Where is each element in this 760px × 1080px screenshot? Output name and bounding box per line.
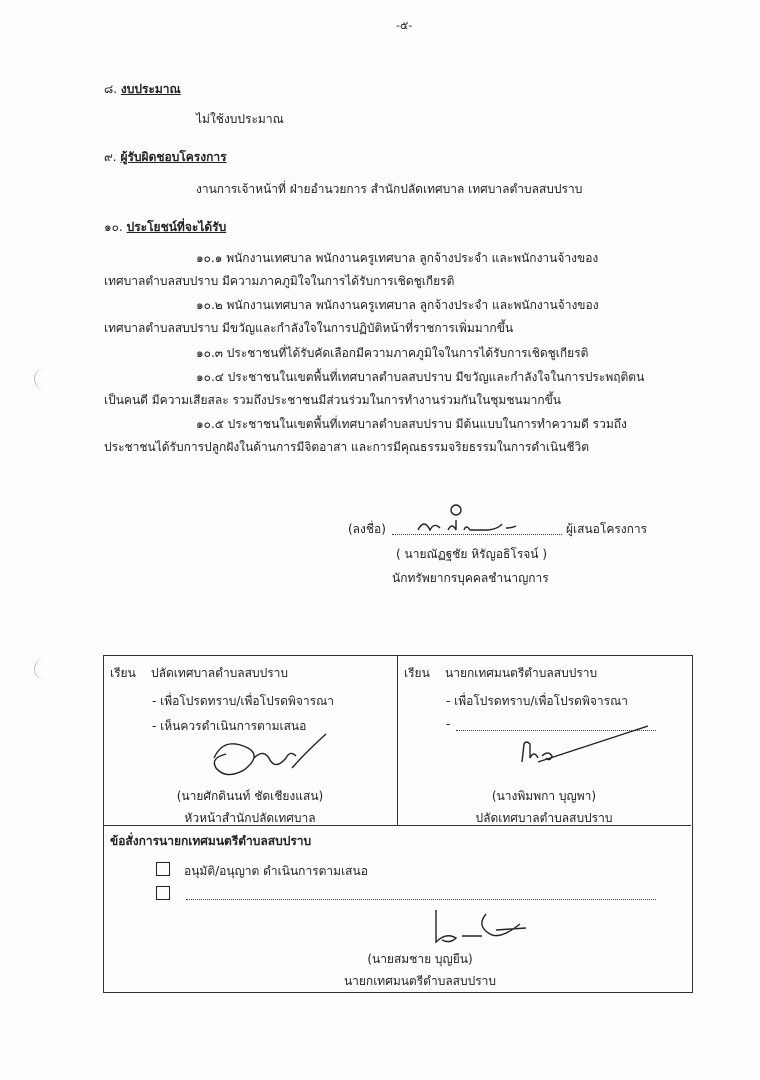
section-title: ประโยชน์ที่จะได้รับ bbox=[126, 220, 227, 234]
left-box-position: หัวหน้าสำนักปลัดเทศบาล bbox=[184, 811, 316, 825]
punch-hole-mark bbox=[34, 368, 49, 390]
left-box-name: (นายศักดินนท์ ชัดเชียงแสน) bbox=[176, 789, 324, 803]
benefit-line: เป็นคนดี มีความเสียสละ รวมถึงประชาชนมีส่วนร่วมในการทำงานร่วมกันในชุมชนมากขึ้น bbox=[104, 393, 562, 407]
recipient: นายกเทศมนตรีตำบลสบปราบ bbox=[445, 666, 598, 680]
proposer-name: ( นายณัฏฐชัย หิรัญอธิโรจน์ ) bbox=[396, 547, 548, 561]
benefit-line: ๑๐.๓ ประชาชนที่ได้รับคัดเลือกมีความภาคภูมิใจในการได้รับการเชิดชูเกียรติ bbox=[196, 346, 589, 360]
recipient: ปลัดเทศบาลตำบลสบปราบ bbox=[151, 666, 289, 680]
benefit-line: ๑๐.๒ พนักงานเทศบาล พนักงานครูเทศบาล ลูกจ้างประจำ และพนักงานจ้างของ bbox=[196, 298, 599, 312]
section-8-body: ไม่ใช้งบประมาณ bbox=[196, 112, 284, 126]
mayor-signature bbox=[426, 904, 556, 950]
left-box-recipient bbox=[110, 664, 288, 683]
section-8-heading bbox=[104, 80, 181, 99]
benefit-line: ประชาชนได้รับการปลูกฝังในด้านการมีจิตอาสา และการมีคุณธรรมจริยธรรมในการดำเนินชีวิต bbox=[104, 440, 590, 454]
left-box-item2: - เห็นควรดำเนินการตามเสนอ bbox=[152, 719, 307, 733]
sign-prefix: (ลงชื่อ) bbox=[348, 522, 386, 536]
benefit-line: เทศบาลตำบลสบปราบ มีขวัญและกำลังใจในการปฏิบัติหน้าที่ราชการเพิ่มมากขึ้น bbox=[104, 321, 514, 335]
sign-suffix: ผู้เสนอโครงการ bbox=[566, 522, 648, 536]
right-box-item2: - bbox=[446, 717, 451, 731]
benefit-line: ๑๐.๕ ประชาชนในเขตพื้นที่เทศบาลตำบลสบปราบ มีต้นแบบในการทำความดี รวมถึง bbox=[196, 417, 627, 431]
section-title: ผู้รับผิดชอบโครงการ bbox=[120, 150, 227, 164]
dotted-line bbox=[186, 899, 656, 900]
benefit-line: เทศบาลตำบลสบปราบ มีความภาคภูมิใจในการได้รับการเชิดชูเกียรติ bbox=[104, 274, 455, 288]
page-number: -๕- bbox=[396, 19, 413, 32]
approve-checkbox[interactable] bbox=[156, 862, 170, 876]
section-number: ๑๐. bbox=[104, 220, 123, 234]
section-9-body: งานการเจ้าหน้าที่ ฝ่ายอำนวยการ สำนักปลัดเทศบาล เทศบาลตำบลสบปราบ bbox=[196, 182, 583, 196]
punch-hole-mark bbox=[34, 658, 49, 680]
mayor-order-heading: ข้อสั่งการนายกเทศมนตรีตำบลสบปราบ bbox=[110, 834, 312, 848]
benefit-line: ๑๐.๑ พนักงานเทศบาล พนักงานครูเทศบาล ลูกจ้างประจำ และพนักงานจ้างของ bbox=[196, 251, 599, 265]
right-box-signature bbox=[508, 722, 648, 772]
mayor-position: นายกเทศมนตรีตำบลสบปราบ bbox=[343, 974, 497, 988]
right-box-name: (นางพิมพกา บุญพา) bbox=[491, 789, 597, 803]
mayor-name: (นายสมชาย บุญยืน) bbox=[367, 952, 473, 966]
section-10-heading bbox=[104, 218, 226, 237]
right-box-recipient bbox=[404, 664, 597, 683]
proposer-position: นักทรัพยากรบุคคลชำนาญการ bbox=[392, 571, 549, 585]
to-label: เรียน bbox=[110, 666, 136, 680]
right-box-position: ปลัดเทศบาลตำบลสบปราบ bbox=[475, 811, 613, 825]
approve-option-label: อนุมัติ/อนุญาต ดำเนินการตามเสนอ bbox=[184, 864, 368, 878]
left-box-signature bbox=[196, 728, 336, 786]
benefit-line: ๑๐.๔ ประชาชนในเขตพื้นที่เทศบาลตำบลสบปราบ มีขวัญและกำลังใจในการประพฤติตน bbox=[196, 370, 645, 384]
section-number: ๘. bbox=[104, 82, 118, 96]
section-title: งบประมาณ bbox=[120, 82, 181, 96]
right-box-item1: - เพื่อโปรดทราบ/เพื่อโปรดพิจารณา bbox=[446, 694, 628, 708]
to-label: เรียน bbox=[404, 666, 430, 680]
section-9-heading bbox=[104, 148, 227, 167]
left-box-item1: - เพื่อโปรดทราบ/เพื่อโปรดพิจารณา bbox=[152, 694, 334, 708]
other-checkbox[interactable] bbox=[156, 886, 170, 900]
section-number: ๙. bbox=[104, 150, 117, 164]
proposer-signature bbox=[408, 500, 538, 536]
